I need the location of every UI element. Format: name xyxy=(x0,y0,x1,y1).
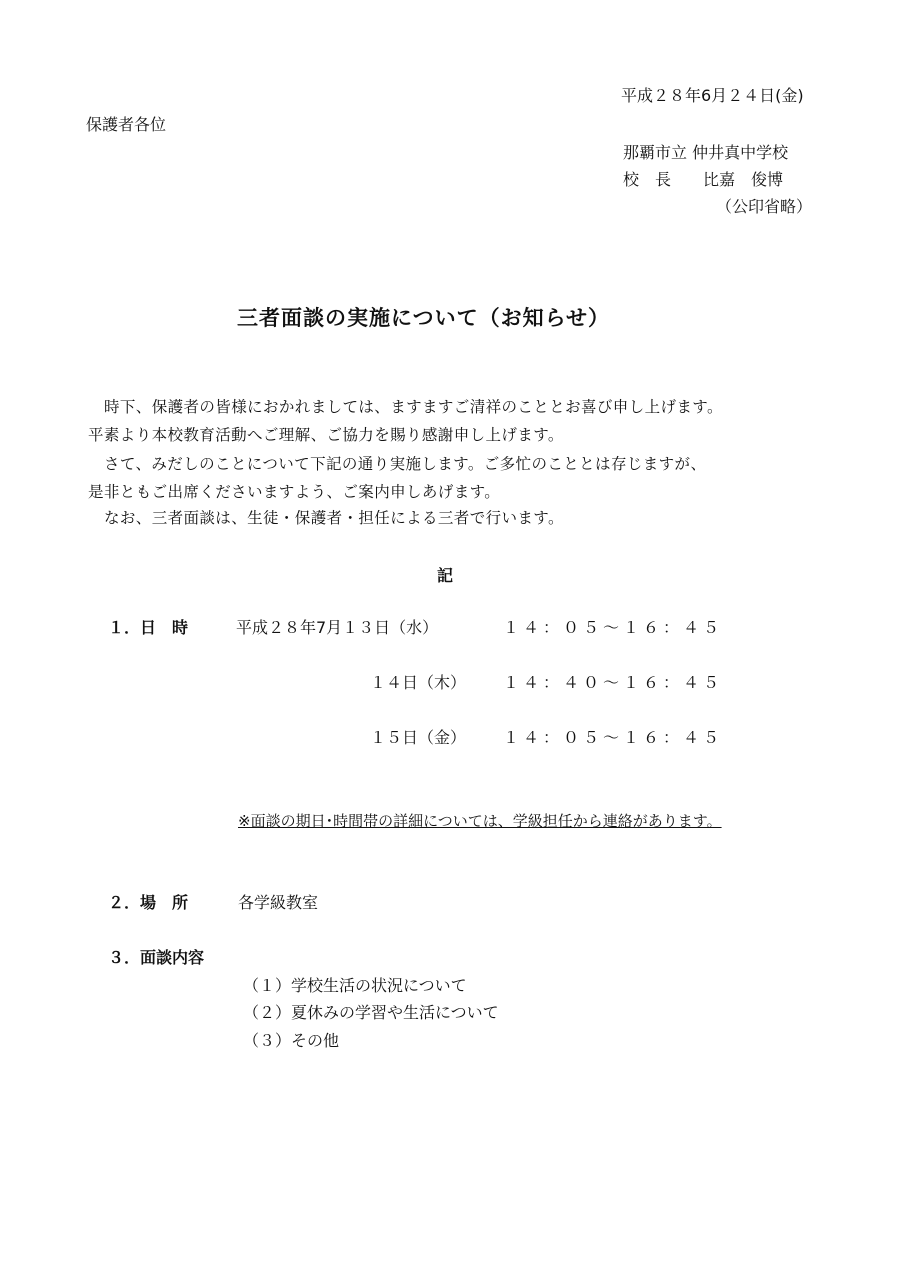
section-content-label: ３．面談内容 xyxy=(108,948,205,967)
body-paragraph-line: 時下、保護者の皆様におかれましては、ますますご清祥のこととお喜び申し上げます。 xyxy=(104,398,723,416)
datetime-time: １４：４０～１６：４５ xyxy=(503,673,724,692)
datetime-time: １４：０５～１６：４５ xyxy=(503,728,724,747)
school-name: 那覇市立 仲井真中学校 xyxy=(623,143,789,162)
content-item: （１）学校生活の状況について xyxy=(243,976,467,995)
issue-date: 平成２８年6月２４日(金) xyxy=(621,86,804,105)
datetime-time: １４：０５～１６：４５ xyxy=(503,618,724,637)
recipient: 保護者各位 xyxy=(86,115,167,134)
datetime-day: １５日（金） xyxy=(370,728,467,747)
body-paragraph-line: 平素より本校教育活動へご理解、ご協力を賜り感謝申し上げます。 xyxy=(88,426,564,444)
content-item: （３）その他 xyxy=(243,1031,340,1050)
principal-name: 校 長 比嘉 俊博 xyxy=(623,170,784,189)
document-title: 三者面談の実施について（お知らせ） xyxy=(237,306,610,330)
datetime-note: ※面談の期日･時間帯の詳細については、学級担任から連絡があります。 xyxy=(238,812,722,830)
content-item: （２）夏休みの学習や生活について xyxy=(243,1003,499,1022)
section-datetime-label: １．日 時 xyxy=(108,618,189,637)
datetime-day: 平成２８年7月１３日（水） xyxy=(236,618,439,637)
place-value: 各学級教室 xyxy=(238,893,319,912)
body-paragraph-line: さて、みだしのことについて下記の通り実施します。ご多忙のこととは存じますが、 xyxy=(104,455,707,473)
datetime-day: １４日（木） xyxy=(370,673,467,692)
body-paragraph-line: 是非ともご出席くださいますよう、ご案内申しあげます。 xyxy=(88,483,501,501)
section-place-label: ２．場 所 xyxy=(108,893,189,912)
body-paragraph-line: なお、三者面談は、生徒・保護者・担任による三者で行います。 xyxy=(104,509,564,527)
seal-note: （公印省略） xyxy=(716,197,813,216)
ki-heading: 記 xyxy=(437,566,454,585)
